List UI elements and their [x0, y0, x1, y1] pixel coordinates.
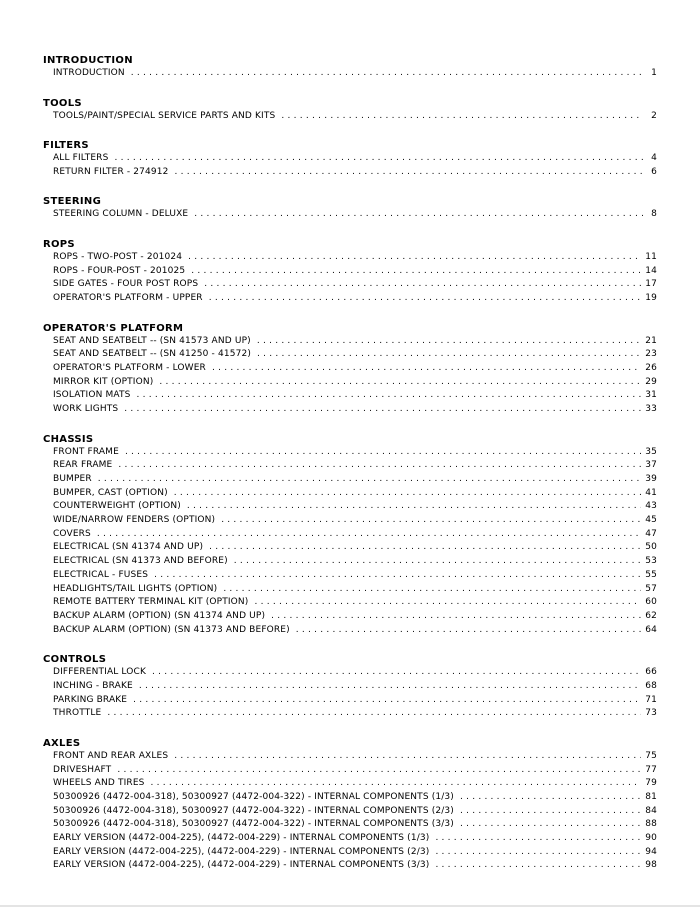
- toc-entry[interactable]: [43, 459, 657, 473]
- toc-entry[interactable]: [43, 251, 657, 265]
- toc-entry-page-number: 90: [645, 832, 657, 843]
- toc-entry-label: PARKING BRAKE: [53, 694, 128, 705]
- dot-leader: [435, 846, 641, 860]
- toc-entry-page-number: 66: [645, 667, 657, 678]
- toc-entry-label: WHEELS AND TIRES: [53, 778, 145, 789]
- toc-entry[interactable]: [43, 846, 657, 860]
- toc-entry-page-number: 73: [645, 708, 657, 719]
- dot-leader: [460, 791, 641, 805]
- dot-leader: [97, 528, 641, 542]
- table-of-contents: [43, 54, 657, 889]
- toc-entry[interactable]: [43, 362, 657, 376]
- toc-entry[interactable]: [43, 624, 657, 638]
- toc-entry-label: 50300926 (4472-004-318), 50300927 (4472-004-322) - INTERNAL COMPONENTS (2/3): [53, 805, 454, 816]
- toc-section: [43, 139, 657, 179]
- toc-entry-page-number: 37: [645, 460, 657, 471]
- toc-entry-label: COUNTERWEIGHT (OPTION): [53, 501, 181, 512]
- dot-leader: [209, 292, 642, 306]
- dot-leader: [98, 473, 641, 487]
- toc-entry-page-number: 23: [645, 349, 657, 360]
- dot-leader: [254, 596, 641, 610]
- toc-entry-label: DRIVESHAFT: [53, 764, 112, 775]
- toc-entry-label: SIDE GATES - FOUR POST ROPS: [53, 279, 199, 290]
- dot-leader: [159, 376, 641, 390]
- toc-entry[interactable]: [43, 541, 657, 555]
- toc-entry-label: HEADLIGHTS/TAIL LIGHTS (OPTION): [53, 583, 218, 594]
- toc-entry-page-number: 71: [645, 694, 657, 705]
- dot-leader: [460, 805, 641, 819]
- toc-entry-page-number: 35: [645, 446, 657, 457]
- toc-entry-page-number: 68: [645, 680, 657, 691]
- dot-leader: [296, 624, 641, 638]
- toc-entry-page-number: 75: [645, 750, 657, 761]
- toc-entry[interactable]: [43, 528, 657, 542]
- toc-entry[interactable]: [43, 583, 657, 597]
- toc-entry[interactable]: [43, 555, 657, 569]
- toc-entry[interactable]: [43, 680, 657, 694]
- dot-leader: [221, 514, 641, 528]
- dot-leader: [187, 500, 641, 514]
- toc-entry-page-number: 43: [645, 501, 657, 512]
- toc-entry-page-number: 57: [645, 583, 657, 594]
- toc-entry-page-number: 98: [645, 860, 657, 871]
- toc-entry[interactable]: [43, 278, 657, 292]
- toc-entry[interactable]: [43, 500, 657, 514]
- toc-entry-label: SEAT AND SEATBELT -- (SN 41250 - 41572): [53, 349, 252, 360]
- dot-leader: [209, 541, 641, 555]
- toc-entry[interactable]: [43, 750, 657, 764]
- toc-entry-page-number: 45: [645, 515, 657, 526]
- toc-entry[interactable]: [43, 610, 657, 624]
- toc-entry-page-number: 84: [645, 805, 657, 816]
- toc-entry[interactable]: [43, 446, 657, 460]
- toc-entry-label: INCHING - BRAKE: [53, 680, 133, 691]
- dot-leader: [234, 555, 641, 569]
- toc-entry-page-number: 79: [645, 778, 657, 789]
- toc-entry-page-number: 88: [645, 819, 657, 830]
- toc-entry-label: REMOTE BATTERY TERMINAL KIT (OPTION): [53, 597, 249, 608]
- toc-entry-label: INTRODUCTION: [53, 68, 125, 78]
- toc-section: [43, 653, 657, 721]
- toc-entry-page-number: 41: [645, 487, 657, 498]
- dot-leader: [175, 166, 643, 180]
- toc-entry-page-number: 81: [645, 791, 657, 802]
- toc-entry[interactable]: [43, 348, 657, 362]
- dot-leader: [154, 569, 641, 583]
- dot-leader: [107, 707, 641, 721]
- toc-section: [43, 54, 657, 81]
- toc-entry-page-number: 6: [651, 166, 657, 177]
- toc-entry-page-number: 2: [651, 110, 657, 121]
- toc-entry-page-number: 21: [645, 335, 657, 346]
- toc-entry[interactable]: [43, 666, 657, 680]
- toc-entry-page-number: 53: [645, 556, 657, 567]
- toc-entry-page-number: 4: [651, 153, 657, 164]
- dot-leader: [137, 389, 642, 403]
- toc-entry-page-number: 77: [645, 764, 657, 775]
- dot-leader: [223, 583, 641, 597]
- dot-leader: [117, 764, 641, 778]
- dot-leader: [460, 818, 641, 832]
- dot-leader: [174, 487, 641, 501]
- toc-entry[interactable]: [43, 265, 657, 279]
- dot-leader: [435, 859, 641, 873]
- section-title: STEERING: [43, 196, 102, 208]
- toc-entry-page-number: 33: [645, 404, 657, 415]
- toc-entry-label: BACKUP ALARM (OPTION) (SN 41374 AND UP): [53, 610, 266, 621]
- toc-entry-page-number: 29: [645, 376, 657, 387]
- toc-entry-label: BUMPER: [53, 474, 92, 485]
- toc-section: [43, 238, 657, 306]
- toc-entry-label: EARLY VERSION (4472-004-225), (4472-004-229) - INTERNAL COMPONENTS (3/3): [53, 860, 430, 871]
- dot-leader: [191, 265, 641, 279]
- toc-entry-label: STEERING COLUMN - DELUXE: [53, 209, 189, 220]
- section-title: FILTERS: [43, 140, 89, 152]
- toc-entry-label: 50300926 (4472-004-318), 50300927 (4472-004-322) - INTERNAL COMPONENTS (1/3): [53, 791, 454, 802]
- toc-entry-page-number: 39: [645, 474, 657, 485]
- toc-entry-page-number: 62: [645, 610, 657, 621]
- toc-entry[interactable]: [43, 166, 657, 180]
- toc-entry[interactable]: [43, 859, 657, 873]
- toc-entry-page-number: 60: [645, 597, 657, 608]
- section-title: OPERATOR'S PLATFORM: [43, 322, 184, 334]
- toc-entry-label: FRONT FRAME: [53, 446, 119, 457]
- toc-entry-label: FRONT AND REAR AXLES: [53, 750, 169, 761]
- toc-entry[interactable]: [43, 777, 657, 791]
- toc-entry-page-number: 14: [645, 265, 657, 276]
- toc-entry-label: WIDE/NARROW FENDERS (OPTION): [53, 515, 216, 526]
- toc-entry-page-number: 8: [651, 209, 657, 220]
- dot-leader: [435, 832, 641, 846]
- toc-entry[interactable]: [43, 208, 657, 222]
- dot-leader: [257, 348, 641, 362]
- toc-entry-label: SEAT AND SEATBELT -- (SN 41573 AND UP): [53, 335, 251, 346]
- dot-leader: [281, 110, 643, 124]
- dot-leader: [133, 694, 641, 708]
- toc-entry-label: REAR FRAME: [53, 460, 113, 471]
- dot-leader: [188, 251, 641, 265]
- section-title: INTRODUCTION: [43, 55, 133, 66]
- toc-section: [43, 322, 657, 417]
- dot-leader: [194, 208, 643, 222]
- toc-entry-label: OPERATOR'S PLATFORM - LOWER: [53, 363, 206, 374]
- dot-leader: [257, 335, 641, 349]
- toc-entry[interactable]: [43, 376, 657, 390]
- toc-entry[interactable]: [43, 403, 657, 417]
- dot-leader: [151, 777, 642, 791]
- toc-entry-page-number: 55: [645, 569, 657, 580]
- toc-entry-label: ROPS - TWO-POST - 201024: [53, 252, 183, 262]
- toc-entry-label: ELECTRICAL (SN 41373 AND BEFORE): [53, 556, 228, 567]
- dot-leader: [125, 446, 641, 460]
- dot-leader: [139, 680, 641, 694]
- toc-entry[interactable]: [43, 707, 657, 721]
- toc-entry-page-number: 19: [645, 293, 657, 304]
- section-title: CHASSIS: [43, 433, 94, 445]
- toc-entry[interactable]: [43, 791, 657, 805]
- toc-entry-label: BUMPER, CAST (OPTION): [53, 487, 168, 498]
- toc-entry[interactable]: [43, 152, 657, 166]
- toc-entry-page-number: 64: [645, 624, 657, 635]
- toc-entry-page-number: 94: [645, 846, 657, 857]
- toc-entry[interactable]: [43, 335, 657, 349]
- toc-entry-label: BACKUP ALARM (OPTION) (SN 41373 AND BEFORE): [53, 624, 290, 635]
- toc-entry-page-number: 1: [651, 68, 657, 78]
- toc-entry-label: EARLY VERSION (4472-004-225), (4472-004-229) - INTERNAL COMPONENTS (1/3): [53, 832, 430, 843]
- toc-entry-page-number: 47: [645, 528, 657, 539]
- section-title: ROPS: [43, 239, 75, 250]
- toc-entry-label: COVERS: [53, 528, 91, 539]
- toc-section: [43, 195, 657, 222]
- toc-entry[interactable]: [43, 67, 657, 81]
- dot-leader: [152, 666, 641, 680]
- toc-entry[interactable]: [43, 694, 657, 708]
- toc-entry-label: TOOLS/PAINT/SPECIAL SERVICE PARTS AND KITS: [53, 110, 276, 121]
- toc-entry-label: 50300926 (4472-004-318), 50300927 (4472-004-322) - INTERNAL COMPONENTS (3/3): [53, 819, 454, 830]
- toc-entry-label: OPERATOR'S PLATFORM - UPPER: [53, 293, 203, 304]
- toc-entry-label: WORK LIGHTS: [53, 404, 119, 415]
- dot-leader: [131, 67, 643, 81]
- dot-leader: [124, 403, 641, 417]
- toc-entry[interactable]: [43, 110, 657, 124]
- toc-entry[interactable]: [43, 805, 657, 819]
- toc-entry[interactable]: [43, 818, 657, 832]
- toc-entry[interactable]: [43, 389, 657, 403]
- toc-entry[interactable]: [43, 569, 657, 583]
- toc-entry[interactable]: [43, 596, 657, 610]
- toc-entry-label: ELECTRICAL (SN 41374 AND UP): [53, 542, 204, 553]
- section-title: AXLES: [43, 737, 81, 749]
- toc-entry-page-number: 31: [645, 390, 657, 401]
- section-title: TOOLS: [43, 97, 82, 109]
- toc-entry-page-number: 50: [645, 542, 657, 553]
- toc-entry[interactable]: [43, 832, 657, 846]
- toc-entry-label: ROPS - FOUR-POST - 201025: [53, 265, 186, 276]
- toc-section: [43, 433, 657, 638]
- toc-entry-page-number: 17: [645, 279, 657, 290]
- toc-entry-label: ISOLATION MATS: [53, 390, 131, 401]
- toc-entry[interactable]: [43, 487, 657, 501]
- dot-leader: [204, 278, 641, 292]
- toc-entry-label: EARLY VERSION (4472-004-225), (4472-004-229) - INTERNAL COMPONENTS (2/3): [53, 846, 430, 857]
- dot-leader: [212, 362, 641, 376]
- toc-entry[interactable]: [43, 292, 657, 306]
- toc-entry[interactable]: [43, 473, 657, 487]
- toc-entry-label: THROTTLE: [53, 708, 102, 719]
- toc-entry-label: RETURN FILTER - 274912: [53, 166, 169, 177]
- toc-section: [43, 97, 657, 124]
- dot-leader: [118, 459, 641, 473]
- section-title: CONTROLS: [43, 654, 107, 666]
- toc-entry[interactable]: [43, 764, 657, 778]
- toc-entry-page-number: 26: [645, 363, 657, 374]
- toc-entry-label: ALL FILTERS: [53, 153, 109, 164]
- toc-section: [43, 737, 657, 873]
- dot-leader: [114, 152, 643, 166]
- toc-entry[interactable]: [43, 514, 657, 528]
- toc-entry-label: MIRROR KIT (OPTION): [53, 376, 154, 387]
- toc-entry-label: ELECTRICAL - FUSES: [53, 569, 149, 580]
- toc-entry-label: DIFFERENTIAL LOCK: [53, 667, 146, 678]
- dot-leader: [174, 750, 641, 764]
- dot-leader: [271, 610, 641, 624]
- toc-entry-page-number: 11: [645, 252, 657, 262]
